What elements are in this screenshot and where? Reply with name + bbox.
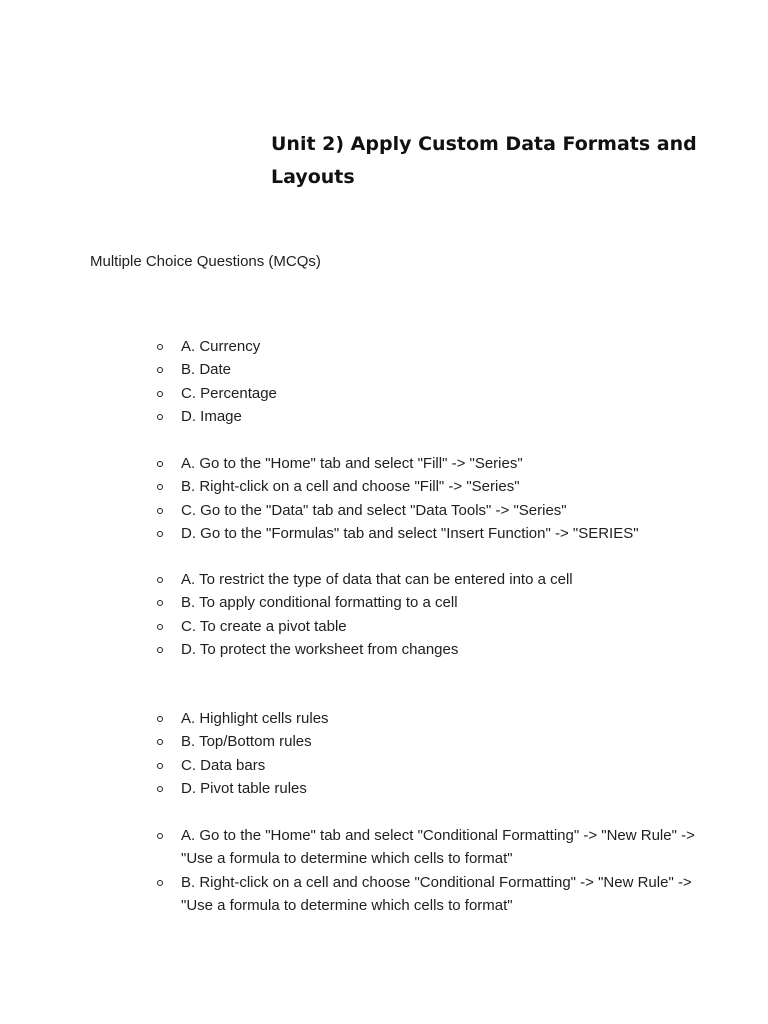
hollow-bullet-icon (157, 344, 163, 350)
hollow-bullet-icon (157, 716, 163, 722)
option-text: A. Go to the "Home" tab and select "Conditional Formatting" -> "New Rule" -> "Use a formula to determine which cells to format" (181, 827, 695, 868)
option-item (157, 475, 697, 498)
hollow-bullet-icon (157, 391, 163, 397)
section-subtitle: Multiple Choice Questions (MCQs) (90, 253, 321, 270)
question-4-options (157, 707, 697, 801)
option-text: B. Top/Bottom rules (181, 733, 312, 751)
hollow-bullet-icon (157, 484, 163, 490)
hollow-bullet-icon (157, 367, 163, 373)
option-item (157, 522, 697, 545)
option-text: A. Currency (181, 338, 261, 355)
option-item (157, 730, 697, 753)
option-text: C. Data bars (181, 756, 266, 774)
hollow-bullet-icon (157, 833, 163, 839)
hollow-bullet-icon (157, 763, 163, 769)
option-item (157, 405, 697, 428)
hollow-bullet-icon (157, 508, 163, 514)
option-item (157, 824, 697, 871)
option-item (157, 871, 697, 918)
hollow-bullet-icon (157, 414, 163, 420)
option-text: B. To apply conditional formatting to a cell (181, 594, 458, 612)
option-item (157, 615, 697, 638)
option-text: D. Go to the "Formulas" tab and select "Insert Function" -> "SERIES" (181, 525, 639, 543)
option-text: B. Right-click on a cell and choose "Fill" -> "Series" (181, 478, 520, 496)
option-item (157, 452, 697, 475)
question-3-options (157, 568, 697, 662)
option-item (157, 382, 697, 405)
option-item (157, 638, 697, 661)
hollow-bullet-icon (157, 786, 163, 792)
option-text: C. To create a pivot table (181, 617, 347, 635)
option-item (157, 707, 697, 730)
hollow-bullet-icon (157, 647, 163, 653)
hollow-bullet-icon (157, 577, 163, 583)
document-title: Unit 2) Apply Custom Data Formats and Layouts (271, 133, 697, 188)
question-2-options (157, 452, 697, 546)
option-text: C. Percentage (181, 384, 277, 402)
question-5-options (157, 824, 697, 918)
option-text: A. Highlight cells rules (181, 710, 329, 727)
option-item (157, 754, 697, 777)
option-text: B. Right-click on a cell and choose "Conditional Formatting" -> "New Rule" -> "Use a formula to determine which cells to format" (181, 873, 692, 915)
option-text: C. Go to the "Data" tab and select "Data Tools" -> "Series" (181, 501, 567, 519)
option-text: D. Pivot table rules (181, 780, 307, 798)
hollow-bullet-icon (157, 531, 163, 537)
hollow-bullet-icon (157, 880, 163, 886)
option-text: D. Image (181, 408, 242, 426)
option-item (157, 568, 697, 591)
hollow-bullet-icon (157, 461, 163, 467)
option-item (157, 591, 697, 614)
option-item (157, 777, 697, 800)
hollow-bullet-icon (157, 624, 163, 630)
option-item (157, 335, 697, 358)
option-text: A. Go to the "Home" tab and select "Fill" -> "Series" (181, 455, 523, 472)
option-item (157, 499, 697, 522)
question-1-options (157, 335, 697, 429)
option-item (157, 358, 697, 381)
hollow-bullet-icon (157, 739, 163, 745)
option-text: A. To restrict the type of data that can be entered into a cell (181, 571, 573, 588)
option-text: D. To protect the worksheet from changes (181, 641, 459, 659)
hollow-bullet-icon (157, 600, 163, 606)
option-text: B. Date (181, 361, 232, 379)
